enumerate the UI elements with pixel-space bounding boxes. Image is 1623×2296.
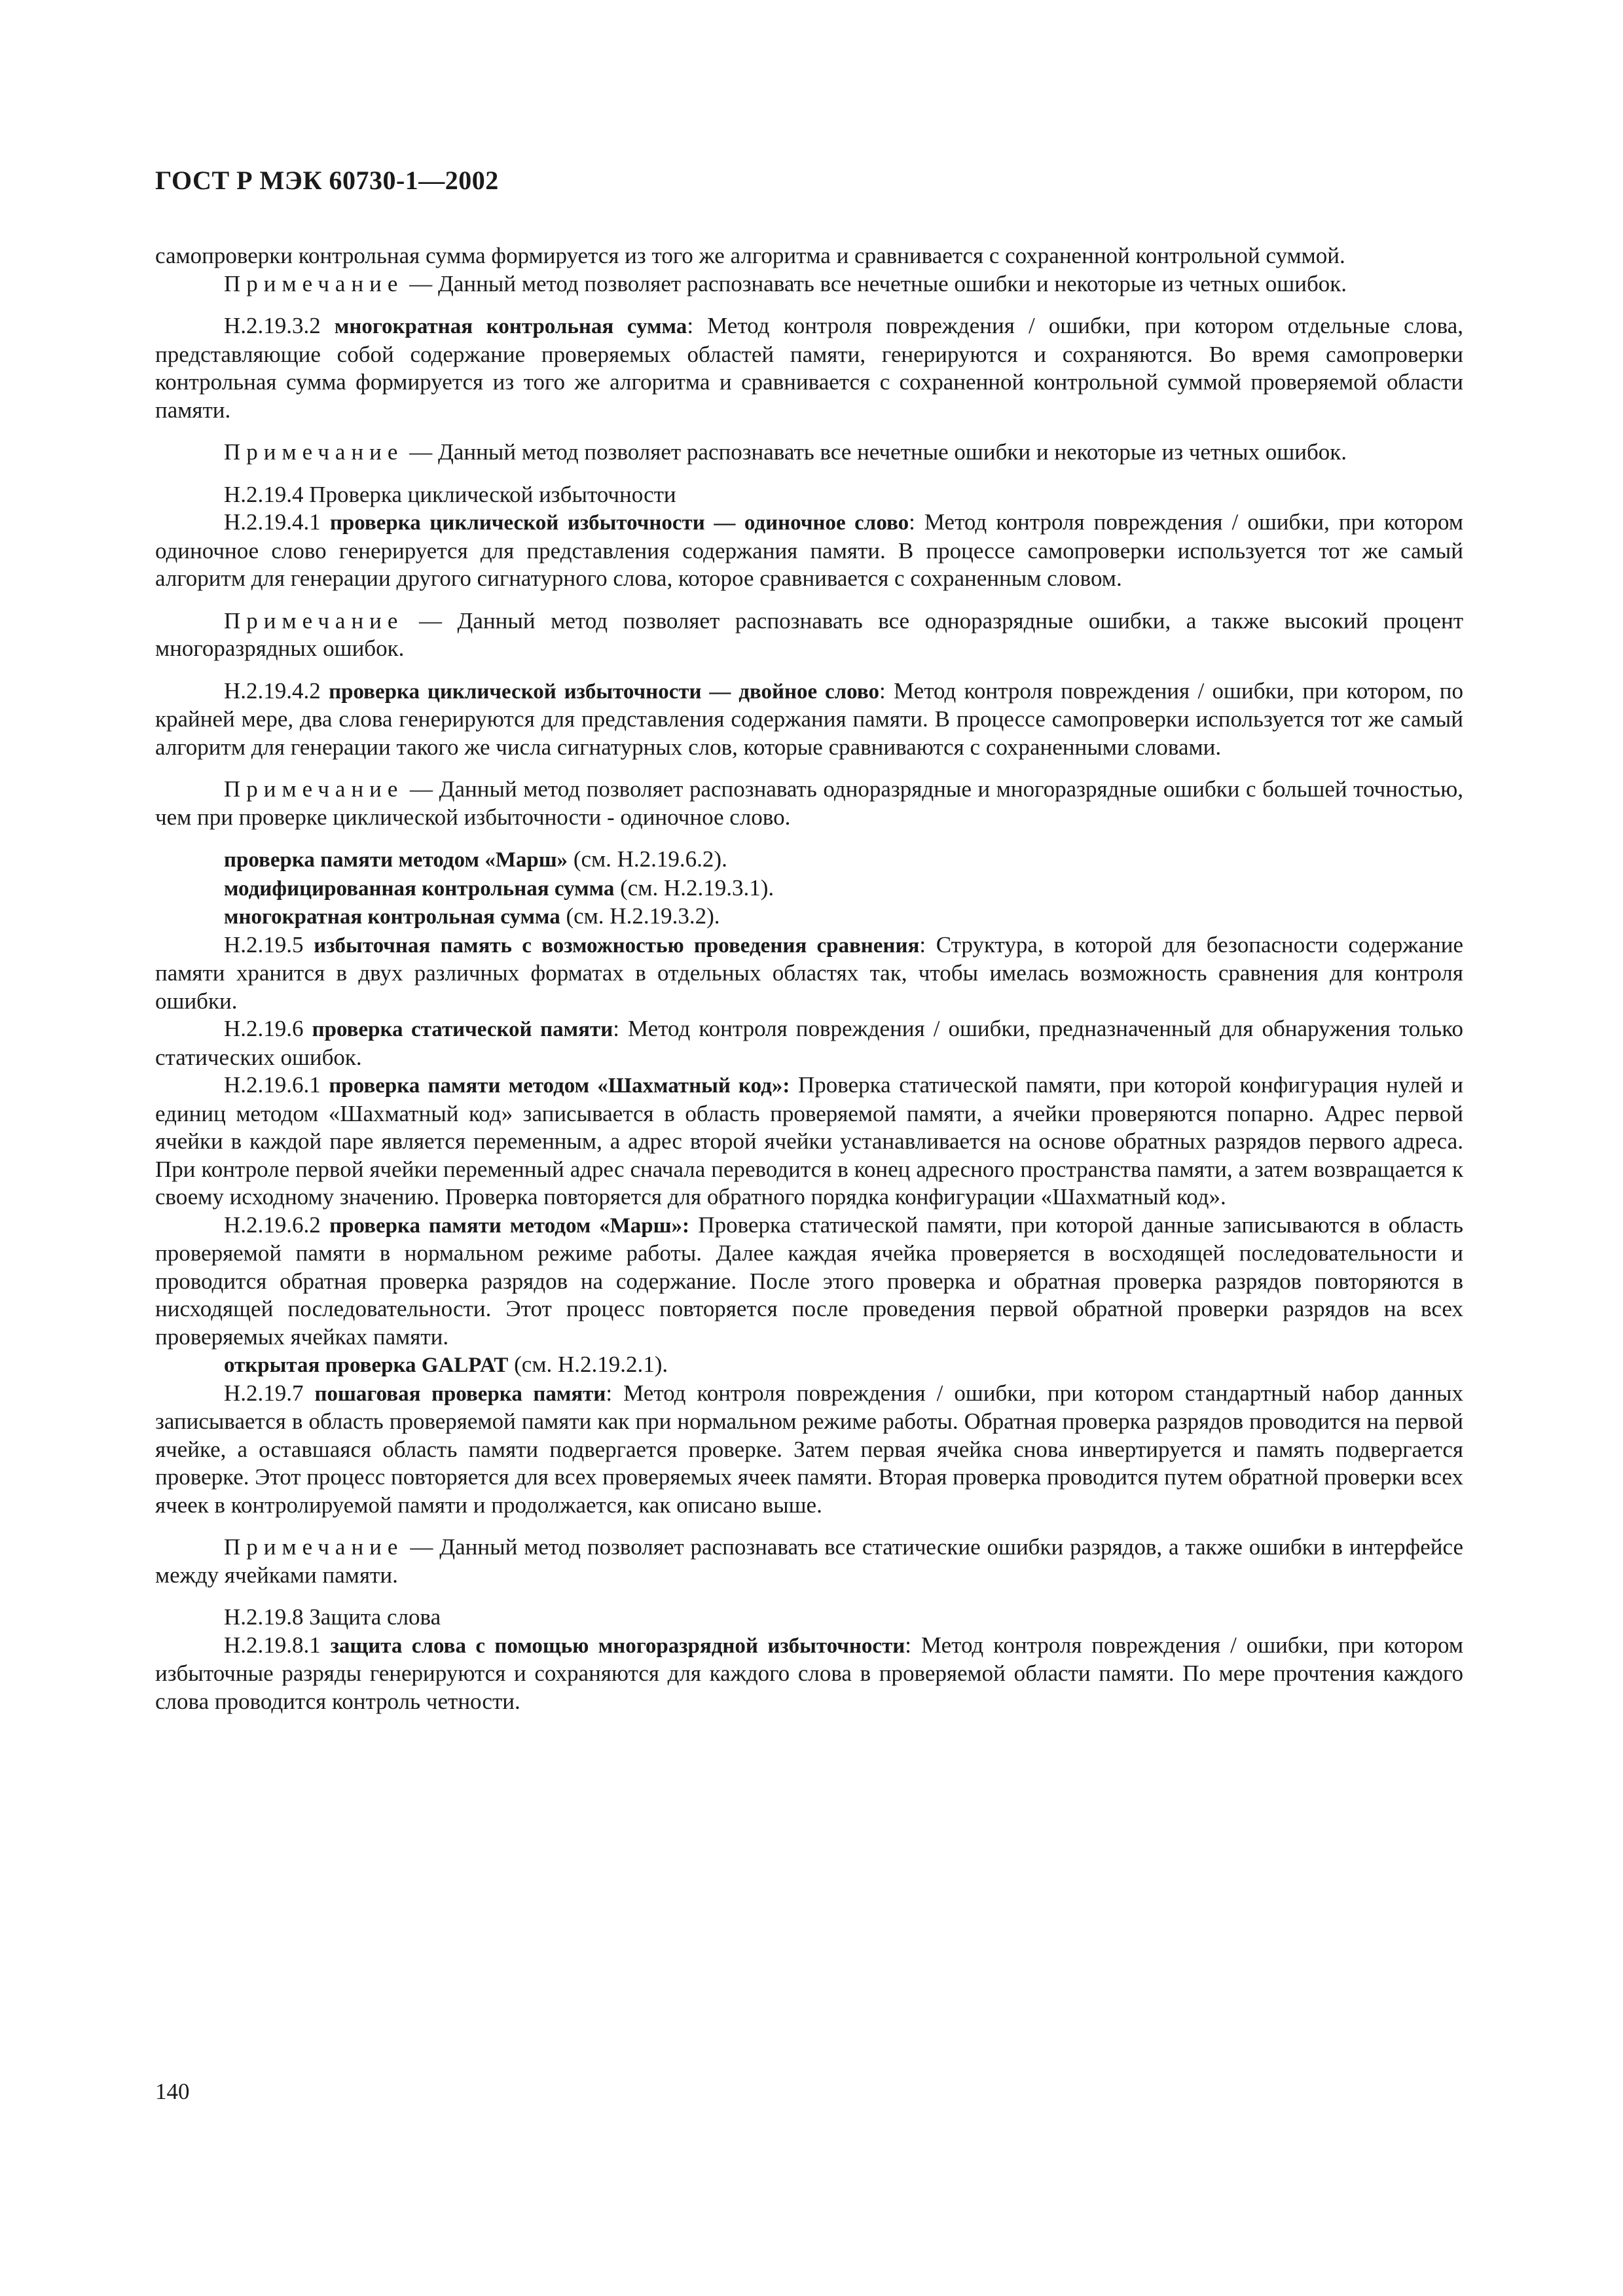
- clause-text: : Метод контроля повреждения / ошибки, при котором одиночное слово генерируется для представления содержания памяти. В процессе самопроверки используется тот же самый алгоритм для генерации другого сигнатурного слова, которое сравнивается с сохраненным словом.: [155, 509, 1463, 591]
- clause-heading: Н.2.19.4 Проверка циклической избыточности: [224, 481, 676, 507]
- reference-text: (см. Н.2.19.2.1).: [508, 1352, 668, 1377]
- clause-H.2.19.7: [155, 1380, 1463, 1520]
- clause-number: Н.2.19.3.2: [224, 313, 335, 338]
- clause-term: проверка памяти методом «Шахматный код»:: [329, 1074, 790, 1098]
- note-label: Примечание: [224, 607, 404, 634]
- clause-text: Проверка статической памяти, при которой данные записываются в область проверяемой памяти в нормальном режиме работы. Далее каждая ячейка проверяется в восходящей последовательности и проводится обратная проверка разрядов на содержание. После этого проверка и обратная проверка разрядов повторяются в нисходящей последовательности. Этот процесс повторяется после проведения первой обратной проверки разрядов на всех проверяемых ячейках памяти.: [155, 1211, 1463, 1350]
- clause-H.2.19.4.1: [155, 509, 1463, 593]
- clause-H.2.19.3.2: [155, 312, 1463, 424]
- reference-term: открытая проверка GALPAT: [224, 1354, 509, 1377]
- note-dash: —: [403, 607, 458, 634]
- clause-term: проверка циклической избыточности — одиночное слово: [329, 511, 909, 535]
- note-label: Примечание: [224, 1534, 404, 1560]
- clause-H.2.19.6.1: [155, 1071, 1463, 1211]
- note-2: [155, 439, 1463, 467]
- reference-1: [155, 846, 1463, 874]
- paragraph-continuation: [155, 242, 1463, 270]
- clause-number: Н.2.19.5: [224, 931, 314, 958]
- reference-4: [155, 1351, 1463, 1380]
- clause-heading: Н.2.19.8 Защита слова: [224, 1604, 441, 1630]
- clause-H.2.19.6.2: [155, 1211, 1463, 1352]
- clause-number: Н.2.19.4.2: [224, 677, 329, 704]
- note-3: [155, 607, 1463, 663]
- reference-text: (см. Н.2.19.3.1).: [614, 874, 775, 901]
- note-1: [155, 270, 1463, 298]
- reference-text: (см. Н.2.19.3.2).: [560, 903, 720, 929]
- standard-header: ГОСТ Р МЭК 60730-1—2002: [155, 166, 499, 195]
- reference-3: [155, 903, 1463, 931]
- note-text: Данный метод позволяет распознавать одноразрядные и многоразрядные ошибки с большей точностью, чем при проверке циклической избыточности - одиночное слово.: [155, 776, 1464, 830]
- note-label: Примечание: [224, 439, 404, 465]
- note-text: Данный метод позволяет распознавать все нечетные ошибки и некоторые из четных ошибок.: [437, 270, 1347, 296]
- clause-number: Н.2.19.4.1: [224, 509, 330, 535]
- clause-number: Н.2.19.6.2: [224, 1211, 330, 1238]
- clause-H.2.19.5: [155, 931, 1463, 1016]
- clause-H.2.19.4: [155, 481, 1463, 509]
- reference-text: (см. Н.2.19.6.2).: [568, 846, 727, 872]
- clause-text: : Структура, в которой для безопасности содержание памяти хранится в двух различных форматах в отдельных областях так, чтобы имелась возможность сравнения для контроля ошибки.: [155, 931, 1464, 1014]
- clause-number: Н.2.19.7: [224, 1380, 315, 1406]
- clause-term: проверка циклической избыточности — двойное слово: [329, 679, 879, 704]
- clause-text: : Метод контроля повреждения / ошибки, предназначенный для обнаружения только статических ошибок.: [155, 1016, 1463, 1070]
- paragraph-text: самопроверки контрольная сумма формируется из того же алгоритма и сравнивается с сохраненной контрольной суммой.: [155, 243, 1345, 268]
- clause-number: Н.2.19.6.1: [224, 1072, 329, 1098]
- note-text: Данный метод позволяет распознавать все одноразрядные ошибки, а также высокий процент многоразрядных ошибок.: [155, 607, 1463, 661]
- reference-term: модифицированная контрольная сумма: [224, 876, 615, 901]
- clause-term: избыточная память с возможностью проведения сравнения: [314, 933, 920, 958]
- note-dash: —: [403, 776, 439, 802]
- clause-number: Н.2.19.6: [224, 1016, 312, 1041]
- clause-H.2.19.8.1: [155, 1632, 1463, 1716]
- reference-term: проверка памяти методом «Марш»: [224, 848, 568, 872]
- clause-H.2.19.8: [155, 1604, 1463, 1632]
- clause-text: : Метод контроля повреждения / ошибки, при котором, по крайней мере, два слова генерируются для представления содержания памяти. В процессе самопроверки используется тот же самый алгоритм для генерации такого же числа сигнатурных слов, которые сравниваются с сохраненными словами.: [155, 677, 1463, 760]
- clause-text: : Метод контроля повреждения / ошибки, при котором отдельные слова, представляющие собой содержание проверяемых областей памяти, генерируются и сохраняются. Во время самопроверки контрольная сумма формируется из того же алгоритма и сравнивается с сохраненной контрольной суммой проверяемой области памяти.: [155, 313, 1463, 423]
- note-4: [155, 776, 1463, 831]
- reference-2: [155, 874, 1463, 903]
- note-text: Данный метод позволяет распознавать все статические ошибки разрядов, а также ошибки в интерфейсе между ячейками памяти.: [155, 1534, 1464, 1588]
- clause-number: Н.2.19.8.1: [224, 1632, 331, 1658]
- note-label: Примечание: [224, 270, 404, 296]
- reference-term: многократная контрольная сумма: [224, 905, 560, 929]
- note-text: Данный метод позволяет распознавать все нечетные ошибки и некоторые из четных ошибок.: [437, 439, 1347, 465]
- note-dash: —: [403, 270, 438, 296]
- clause-term: защита слова с помощью многоразрядной избыточности: [330, 1634, 905, 1658]
- clause-H.2.19.4.2: [155, 677, 1463, 762]
- document-body: [155, 242, 1463, 1715]
- note-5: [155, 1534, 1463, 1589]
- note-label: Примечание: [224, 776, 404, 802]
- clause-term: многократная контрольная сумма: [334, 315, 687, 338]
- clause-text: : Метод контроля повреждения / ошибки, при котором избыточные разряды генерируются и сохраняются для каждого слова в проверяемой области памяти. По мере прочтения каждого слова проводится контроль четности.: [155, 1632, 1463, 1714]
- clause-term: проверка памяти методом «Марш»:: [329, 1213, 689, 1238]
- page-number: 140: [155, 2079, 190, 2104]
- clause-text: : Метод контроля повреждения / ошибки, при котором стандартный набор данных записывается в область проверяемой памяти как при нормальном режиме работы. Обратная проверка разрядов проводится на первой ячейке, а оставшаяся область памяти подвергается проверке. Затем первая ячейка снова инвертируется и память подвергается проверке. Этот процесс повторяется для всех проверяемых ячеек памяти. Вторая проверка проводится путем обратной проверки всех ячеек в контролируемой памяти и продолжается, как описано выше.: [155, 1380, 1463, 1518]
- note-dash: —: [403, 1534, 440, 1560]
- note-dash: —: [403, 439, 438, 465]
- clause-H.2.19.6: [155, 1015, 1463, 1071]
- clause-term: пошаговая проверка памяти: [314, 1382, 606, 1406]
- clause-term: проверка статической памяти: [312, 1018, 613, 1041]
- clause-text: Проверка статической памяти, при которой конфигурация нулей и единиц методом «Шахматный код» записывается в область проверяемой памяти, а ячейки проверяются попарно. Адрес первой ячейки в каждой паре является переменным, а адрес второй ячейки устанавливается на основе обратных разрядов первого адреса. При контроле первой ячейки переменный адрес сначала переводится в конец адресного пространства памяти, а затем возвращается к своему исходному значению. Проверка повторяется для обратного порядка конфигурации «Шахматный код».: [155, 1072, 1463, 1210]
